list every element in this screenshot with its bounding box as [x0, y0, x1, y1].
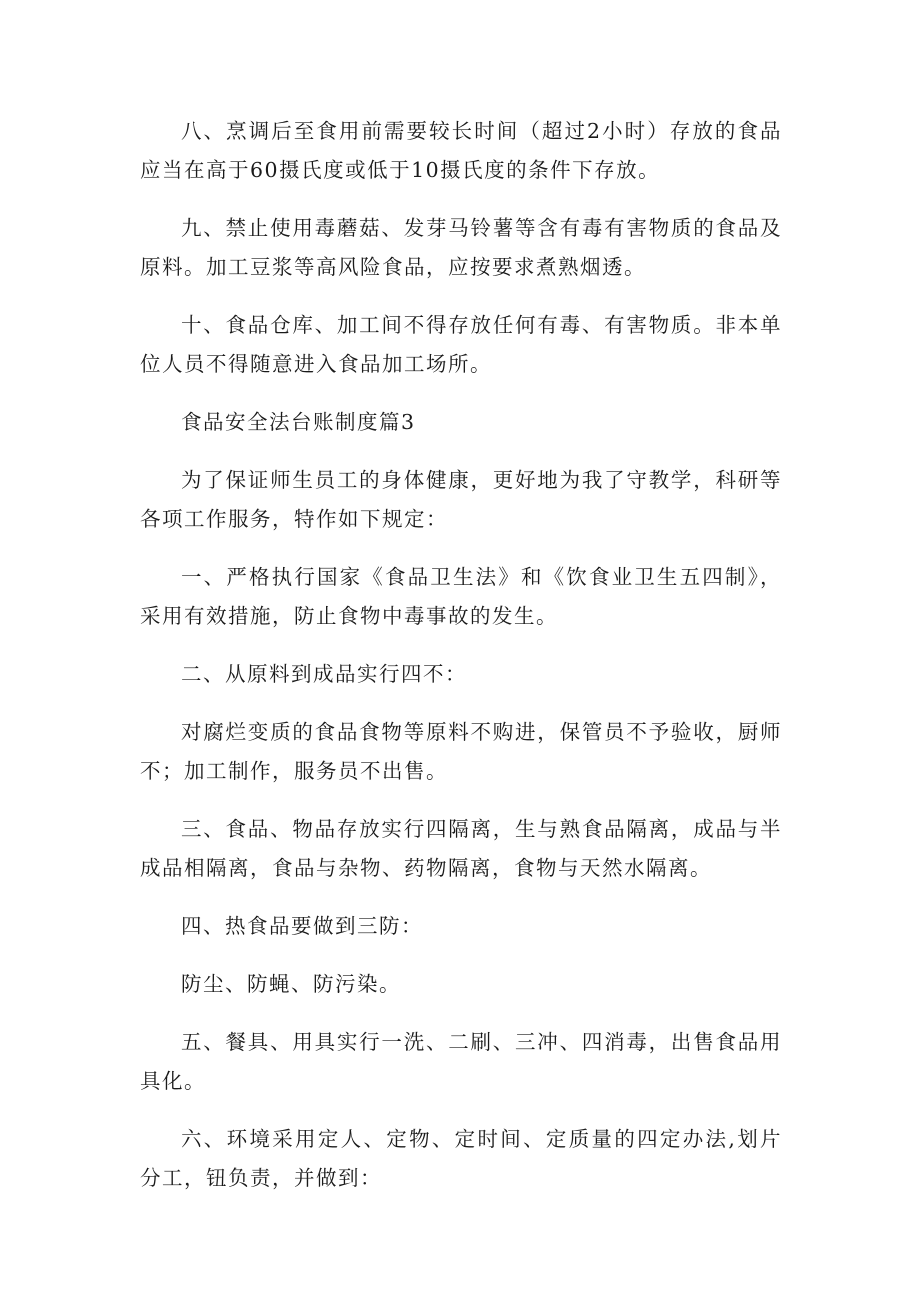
document-body — [140, 112, 782, 1217]
section-heading: 食品安全法台账制度篇3 — [181, 410, 416, 434]
paragraph-9: 九、禁止使用毒蘑菇、发芽马铃薯等含有毒有害物质的食品及原料。加工豆浆等高风险食品，应按要求煮熟烟透。 — [140, 216, 782, 279]
paragraph-rule-5: 五、餐具、用具实行一洗、二刷、三冲、四消毒，出售食品用具化。 — [140, 1030, 782, 1093]
paragraph-rule-2-detail: 对腐烂变质的食品食物等原料不购进，保管员不予验收，厨师不；加工制作，服务员不出售。 — [140, 720, 782, 783]
paragraph-intro: 为了保证师生员工的身体健康，更好地为我了守教学，科研等各项工作服务，特作如下规定： — [140, 468, 782, 531]
paragraph-rule-3: 三、食品、物品存放实行四隔离，生与熟食品隔离，成品与半成品相隔离，食品与杂物、药物隔离，食物与天然水隔离。 — [140, 817, 782, 880]
paragraph-rule-4: 四、热食品要做到三防： — [181, 914, 423, 938]
paragraph-8: 八、烹调后至食用前需要较长时间（超过2小时）存放的食品应当在高于60摄氏度或低于10摄氏度的条件下存放。 — [140, 119, 782, 182]
paragraph-rule-6: 六、环境采用定人、定物、定时间、定质量的四定办法,划片分工，钮负责，并做到： — [140, 1127, 782, 1190]
paragraph-rule-1: 一、严格执行国家《食品卫生法》和《饮食业卫生五四制》，采用有效措施，防止食物中毒事故的发生。 — [140, 565, 782, 628]
paragraph-rule-4-detail: 防尘、防蝇、防污染。 — [181, 972, 401, 996]
paragraph-rule-2: 二、从原料到成品实行四不： — [181, 662, 467, 686]
paragraph-10: 十、食品仓库、加工间不得存放任何有毒、有害物质。非本单位人员不得随意进入食品加工场所。 — [140, 313, 782, 376]
